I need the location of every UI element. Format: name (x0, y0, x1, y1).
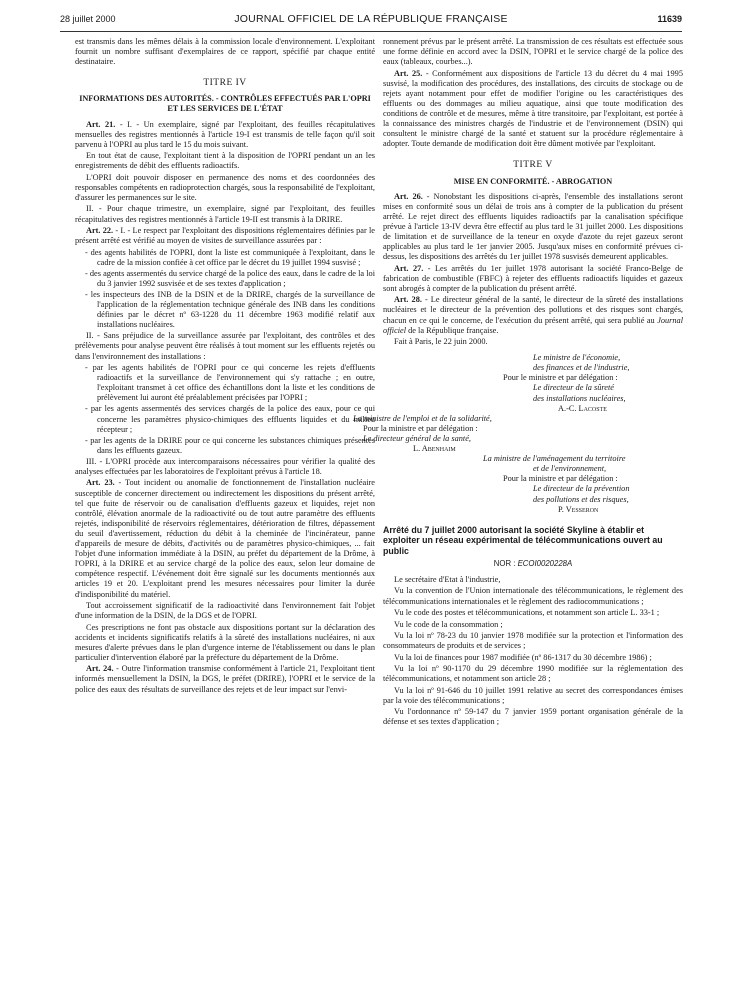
title-heading: TITRE IV (203, 78, 247, 89)
article-text: - I. - Le respect par l'exploitant des dispositions réglementaires définies par le présent arrêté est vérifié au moyen de visites de surveillance assurées par : (75, 226, 375, 246)
signatory-title: Le directeur général de la santé, (363, 433, 471, 443)
paragraph: est transmis dans les mêmes délais à la commission locale d'environnement. L'exploitant fournit un nombre suffisant d'exemplaires de ce rapport, spécifié par chaque entité destinataire. (75, 37, 375, 67)
header-rule (60, 31, 682, 32)
signatory-title: et de l'environnement, (533, 464, 607, 474)
signatory-title: des pollutions et des risques, (533, 494, 629, 504)
signatory-name: A.-C. Lacoste (558, 403, 607, 413)
signatory-title: Le directeur de la prévention (533, 484, 630, 494)
journal-title: JOURNAL OFFICIEL DE LA RÉPUBLIQUE FRANÇAISE (234, 13, 508, 25)
paragraph: Vu la convention de l'Union internationale des télécommunications, le règlement des télécommunications internationales et le règlement des radiocommunications ; (383, 586, 683, 606)
paragraph: Vu la loi nº 78-23 du 10 janvier 1978 modifiée sur la protection et l'information des consommateurs de produits et de services ; (383, 631, 683, 651)
article-paragraph (75, 120, 375, 150)
article-number: Art. 26. (394, 191, 423, 201)
article-paragraph (383, 69, 683, 150)
paragraph: En tout état de cause, l'exploitant tient à la disposition de l'OPRI pendant un an les enregistrements de débit des effluents radioactifs. (75, 151, 375, 171)
delegation-line: Pour la ministre et par délégation : (363, 423, 478, 433)
list-item: - les inspecteurs des INB de la DSIN et de la DRIRE, chargés de la surveillance de l'application de la réglementation technique générale des INB dans les conditions définies par le décret nº 63-1228 du 11 décembre 1963 modifié relatif aux installations nucléaires. (85, 290, 375, 330)
bullet-list (75, 248, 375, 331)
list-item: - par les agents habilités de l'OPRI pour ce qui concerne les rejets d'effluents radioactifs et la surveillance de l'environnement qui s'y rattache ; en outre, l'exploitant transmet à cet office des échantillons dont la liste et les conditions de prélèvement lui auront été préalablement précisées par l'OPRI ; (85, 363, 375, 403)
nor-code: ECOI0020228A (517, 558, 573, 568)
paragraph: Tout accroissement significatif de la radioactivité dans l'environnement fait l'objet d'une information de la DSIN, de la DGS et de l'OPRI. (75, 601, 375, 621)
article-paragraph (75, 226, 375, 246)
article-number: Art. 24. (86, 664, 114, 674)
signatory-title: La ministre de l'aménagement du territoire (483, 454, 626, 464)
title-heading: TITRE V (513, 160, 553, 171)
paragraph: Vu le code de la consommation ; (394, 619, 503, 629)
article-text: de la République française. (406, 325, 499, 335)
section-heading: INFORMATIONS DES AUTORITÉS. - CONTRÔLES EFFECTUÉS PAR L'OPRI ET LES SERVICES DE L'ÉTAT (79, 94, 371, 114)
signatory-name: L. Abenhaim (413, 444, 456, 454)
article-text: - I. - Un exemplaire, signé par l'exploitant, des feuilles récapitulatives mensuelles des registres mentionnés à l'article 19-I est transmis de telle façon qu'il soit parvenu à l'OPRI au plus tard le 15 du mois suivant. (75, 119, 375, 149)
article-text: - Tout incident ou anomalie de fonctionnement de l'installation nucléaire susceptible de concerner directement ou indirectement les dispositions du présent arrêté, tel que fuite de réservoir ou de canalisation d'effluents gazeux et liquides, rejet non contrôlé, élévation anormale de la radioactivité ou de tout autre paramètre des effluents rejetés, indisponibilité de réservoirs réglementaires, détérioration de filtres, dépassement du seuil d'avertissement, réduction du débit à la cheminée de l'incinérateur, panne d'appareils de mesure de débits, d'activités ou de paramètres physico-chimiques, ... fait l'objet d'une information immédiate à la DSIN, au préfet du département de la Drôme, à l'OPRI, à la DRIRE et au service chargé de la police des eaux, selon leur domaine de compétence respectif. L'événement doit être signalé sur les documents mentionnés aux articles 19 et 20. L'exploitant prend les mesures nécessaires pour limiter la durée d'indisponibilité du matériel. (75, 478, 375, 599)
bullet-list (75, 363, 375, 456)
page-header (60, 12, 682, 28)
issue-date: 28 juillet 2000 (60, 14, 116, 24)
signatory-title: Le directeur de la sûreté (533, 383, 614, 393)
signatory-name: P. Vesseron (558, 504, 599, 514)
paragraph: II. - Pour chaque trimestre, un exemplaire, signé par l'exploitant, des feuilles récapitulatives des registres mentionnés à l'article 19-II est transmis à la DRIRE. (75, 204, 375, 224)
signatory-title: Le ministre de l'économie, (533, 353, 621, 363)
article-paragraph (75, 664, 375, 694)
article-number: Art. 22. (86, 226, 114, 236)
article-number: Art. 21. (86, 119, 116, 129)
paragraph: III. - L'OPRI procède aux intercomparaisons nécessaires pour vérifier la qualité des analyses effectuées par les laboratoires de l'exploitant prévus à l'article 18. (75, 456, 375, 476)
page-number: 11639 (657, 14, 682, 24)
paragraph: II. - Sans préjudice de la surveillance assurée par l'exploitant, des contrôles et des prélèvements pour analyse peuvent être réalisés à tout moment sur les effluents rejetés ou dans l'environnement des installations : (75, 331, 375, 361)
article-paragraph (383, 264, 683, 294)
paragraph: L'OPRI doit pouvoir disposer en permanence des noms et des coordonnées des responsables compétents en radioprotection chargés, sous la responsabilité de l'exploitant, d'assurer les permanences sur le site. (75, 172, 375, 202)
signature-block-3 (383, 454, 683, 515)
article-text: - Les arrêtés du 1er juillet 1978 autorisant la société Franco-Belge de fabrication de combustible (FBFC) à rejeter des effluents radioactifs liquides et gazeux sont abrogés à compter de la publication du présent arrêté. (383, 263, 683, 293)
section-heading: MISE EN CONFORMITÉ. - ABROGATION (453, 176, 613, 186)
signatory-title: des installations nucléaires, (533, 393, 626, 403)
list-item: - par les agents assermentés des services chargés de la police des eaux, pour ce qui concerne les paramètres physico-chimiques des effluents liquides et du milieu récepteur ; (85, 404, 375, 434)
right-column (353, 37, 683, 729)
list-item: - des agents assermentés du service chargé de la police des eaux, dans le cadre de la loi du 3 janvier 1992 susvisée et de ses textes d'application ; (85, 268, 375, 288)
article-text: - Nonobstant les dispositions ci-après, l'ensemble des installations seront mises en conformité sous un délai de trois ans à compter de la publication du présent arrêté. Le rejet direct des effluents liquides radioactifs par la canalisation spécifique prévue à l'article 13-IV devra être effectif au plus tard le 31 juillet 2000. Les dispositions de limitation et de surveillance de la teneur en oxyde d'azote du rejet gazeux seront applicables au plus tard le 1er janvier 2005. Jusqu'aux mises en conformité prévues ci-dessus, les dispositions des arrêtés du 1er juillet 1978 susvisés demeurent applicables. (383, 191, 683, 262)
article-number: Art. 27. (394, 263, 424, 273)
paragraph: Ces prescriptions ne font pas obstacle aux dispositions portant sur la déclaration des accidents et incidents significatifs relatifs à la sûreté des installations nucléaires, ni aux mesures d'alerte prévues dans le plan d'urgence interne de l'établissement ou dans le plan particulier d'intervention élaboré par la préfecture du département de la Drôme. (75, 622, 375, 662)
article-text: - Le directeur général de la santé, le directeur de la sûreté des installations nucléaires et le directeur de la prévention des pollutions et des risques sont chargés, chacun en ce qui le concerne, de l'exécution du présent arrêté, qui sera publié au (383, 295, 683, 325)
journal-officiel-ref: Journal officiel (383, 315, 683, 335)
left-column (75, 37, 375, 696)
article-number: Art. 23. (86, 478, 115, 488)
signatory-title: La ministre de l'emploi et de la solidarité, (353, 413, 492, 423)
nor-label: NOR : (493, 558, 518, 568)
article-number: Art. 28. (394, 295, 422, 305)
paragraph: ronnement prévus par le présent arrêté. La transmission de ces résultats est effectuée sous une forme définie en accord avec la DSIN, l'OPRI et le service chargé de la police des eaux (tableaux, courbes...). (383, 37, 683, 67)
delegation-line: Pour le ministre et par délégation : (503, 373, 618, 383)
delegation-line: Pour la ministre et par délégation : (503, 474, 618, 484)
decree-title: Arrêté du 7 juillet 2000 autorisant la société Skyline à établir et exploiter un réseau expérimental de télécommunications ouvert au public (383, 524, 663, 556)
list-item: - par les agents de la DRIRE pour ce qui concerne les substances chimiques présentes dans les effluents gazeux. (85, 435, 375, 455)
article-paragraph (383, 192, 683, 263)
paragraph: Vu la loi de finances pour 1987 modifiée (nº 86-1317 du 30 décembre 1986) ; (394, 652, 652, 662)
paragraph: Vu l'ordonnance nº 59-147 du 7 janvier 1959 portant organisation générale de la défense et ses textes d'application ; (383, 707, 683, 727)
paragraph: Vu la loi nº 90-1170 du 29 décembre 1990 modifiée sur la réglementation des télécommunications, et notamment son article 28 ; (383, 664, 683, 684)
signing-place-date: Fait à Paris, le 22 juin 2000. (394, 337, 488, 347)
paragraph: Vu le code des postes et télécommunications, et notamment son article L. 33-1 ; (394, 608, 660, 618)
article-text: - Outre l'information transmise conformément à l'article 21, l'exploitant tient informés mensuellement la DSIN, la DGS, le préfet (DRIRE), l'OPRI et le service de la police des eaux des résultats de surveillance des rejets et de leur impact sur l'envi- (75, 664, 375, 694)
paragraph: Vu la loi nº 91-646 du 10 juillet 1991 relative au secret des correspondances émises par la voie des télécommunications ; (383, 685, 683, 705)
paragraph: Le secrétaire d'Etat à l'industrie, (394, 575, 501, 584)
signatory-title: des finances et de l'industrie, (533, 363, 630, 373)
signature-block-1 (383, 353, 683, 414)
article-text: - Conformément aux dispositions de l'article 13 du décret du 4 mai 1995 susvisé, la modification des procédures, des installations, des circuits de stockage ou de rejets ayant notamment pour effet de modifier l'origine ou les caractéristiques des effluents ou des dommages au milieu aquatique, ainsi que toute modification des conditions de contrôle et de mesures, même à titre transitoire, par l'exploitant, est portée à la connaissance des ministres chargés de l'industrie et de l'environnement (DSIN) qui consultent le ministre chargé de la santé et statuent sur la procédure réglementaire à adopter. Toute demande de modification doit être dûment motivée par l'exploitant. (383, 68, 683, 149)
nor-reference (383, 559, 683, 569)
article-number: Art. 25. (394, 68, 423, 78)
article-paragraph (75, 478, 375, 599)
article-paragraph (383, 295, 683, 335)
list-item: - des agents habilités de l'OPRI, dont la liste est communiquée à l'exploitant, dans le cadre de la mission confiée à cet office par le décret du 19 juillet 1994 susvisé ; (85, 247, 375, 267)
signature-block-2 (353, 414, 683, 454)
